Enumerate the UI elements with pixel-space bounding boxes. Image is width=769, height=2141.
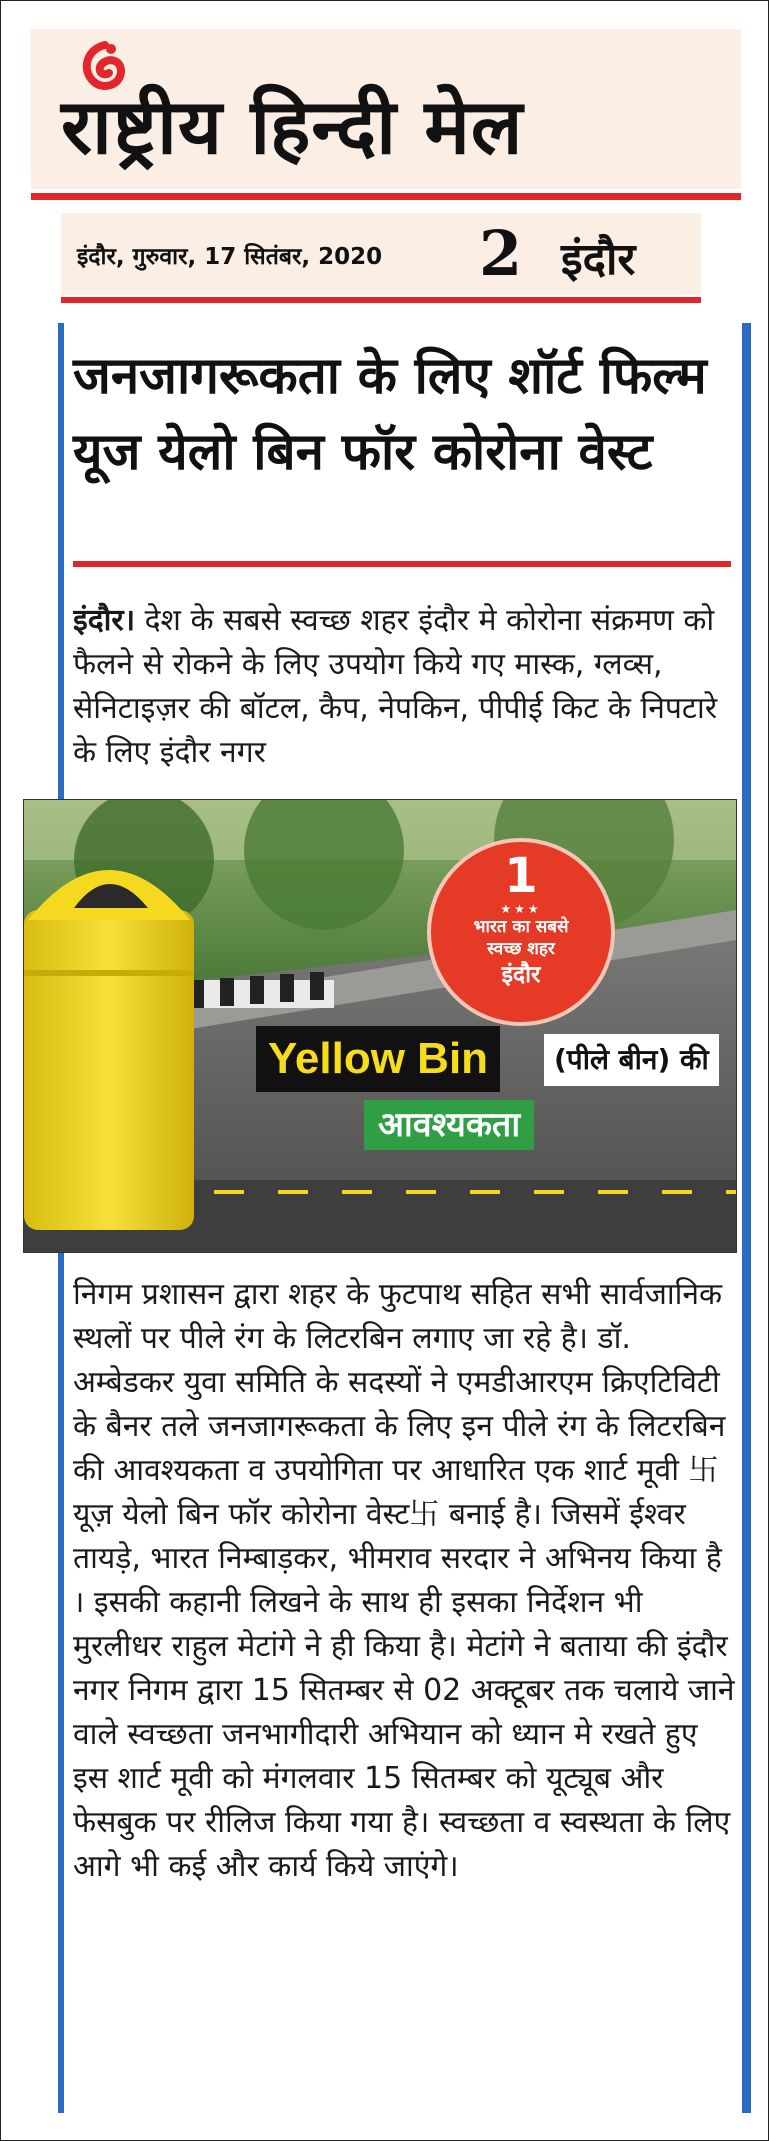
article-headline: जनजागरूकता के लिए शॉर्ट फिल्म यूज येलो बिन फॉर कोरोना वेस्ट [73,347,707,482]
yellow-bin-hindi: (पीले बीन) की [544,1034,719,1086]
headline-divider [73,561,731,567]
yellow-bin-icon [24,870,194,1230]
masthead-divider [31,193,741,200]
yellow-bin-text: Yellow Bin [256,1026,500,1092]
masthead [31,29,741,189]
yellow-bin-label [234,1026,734,1092]
badge-line-1: भारत का सबसे [473,917,569,937]
page-city: इंदौर [561,234,636,285]
badge-city: इंदौर [501,962,541,988]
need-label: आवश्यकता [364,1100,534,1150]
page-number: 2 [479,217,523,290]
badge-line-2: स्वच्छ शहर [487,939,555,959]
badge-stars: ★★★ [500,902,542,916]
dateline-box [61,213,701,295]
dateline-divider [61,297,701,303]
badge-text [426,850,616,990]
edition-date: इंदौर, गुरुवार, 17 सितंबर, 2020 [77,244,383,270]
right-border-bar [742,323,751,2113]
lead-dateline: इंदौर। [73,603,136,638]
article-paragraph-2: निगम प्रशासन द्वारा शहर के फुटपाथ सहित सभी सार्वजानिक स्थलों पर पीले रंग के लिटरबिन लगाए जा रहे है। डॉ. अम्बेडकर युवा समिति के सदस्यों ने एमडीआरएम क्रिएटिविटी के बैनर तले जनजागरूकता के लिए इन पीले रंग के लिटरबिन की आवश्यकता व उपयोगिता पर आधारित एक शार्ट मूवी 卐यूज़ येलो बिन फॉर कोरोना वेस्ट卐 बनाई है। जिसमें ईश्वर तायड़े, भारत निम्बाड़कर, भीमराव सरदार ने अभिनय किया है । इसकी कहानी लिखने के साथ ही इसका निर्देशन भी मुरलीधर राहुल मेटांगे ने ही किया है। मेटांगे ने बताया की इंदौर नगर निगम द्वारा 15 सितम्बर से 02 अक्टूबर तक चलाये जाने वाले स्वच्छता जनभागीदारी अभियान को ध्यान मे रखते हुए इस शार्ट मूवी को मंगलवार 15 सितम्बर को यूट्यूब और फेसबुक पर रीलिज किया गया है। स्वच्छता व स्वस्थता के लिए आगे भी कई और कार्य किये जाएंगे। [73,1277,735,1884]
article-paragraph-1 [73,599,735,789]
paragraph-1-text: देश के सबसे स्वच्छ शहर इंदौर मे कोरोना संक्रमण को फैलने से रोकने के लिए उपयोग किये गए मास्क, ग्लव्स, सेनिटाइज़र की बॉटल, कैप, नेपकिन, पीपीई किट के निपटारे के लिए इंदौर नगर [73,603,718,770]
article-photo [23,799,737,1253]
newspaper-name: राष्ट्रीय हिन्दी मेल [61,82,524,171]
badge-number: 1 [504,848,538,904]
